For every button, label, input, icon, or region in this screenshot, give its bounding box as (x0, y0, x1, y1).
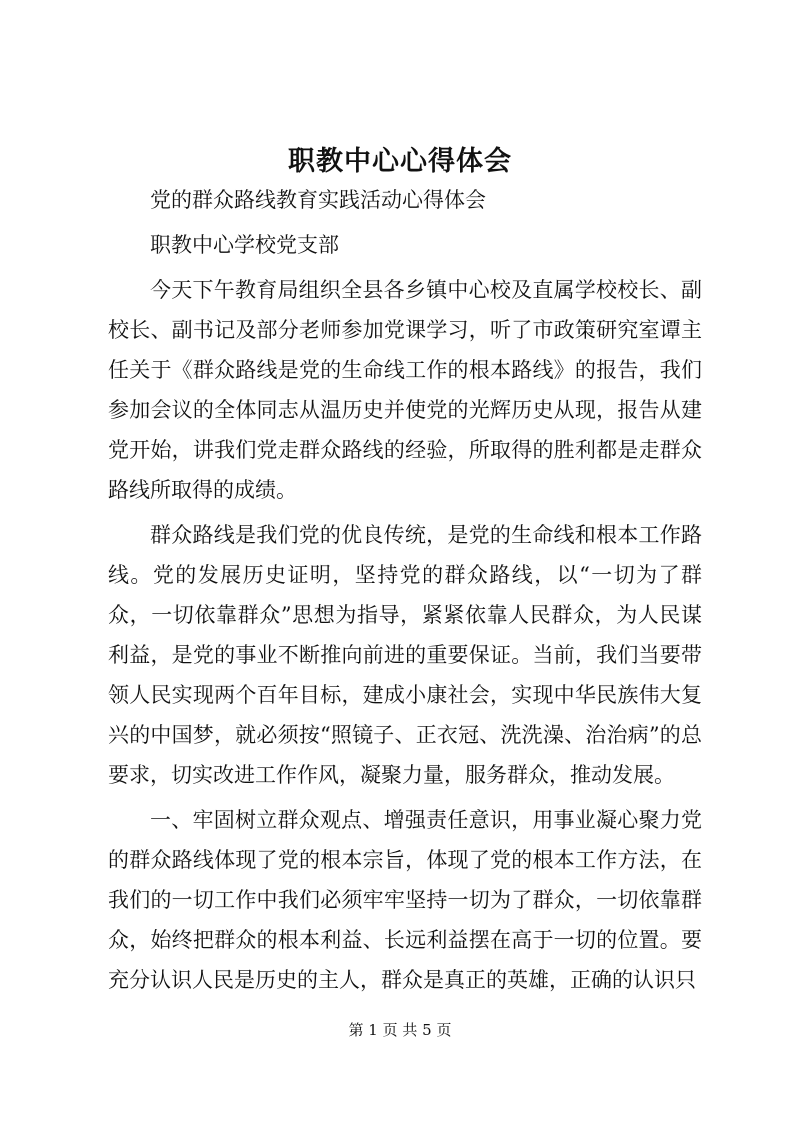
paragraph: 一、牢固树立群众观点、增强责任意识，用事业凝心聚力党的群众路线体现了党的根本宗旨，体现了党的根本工作方法，在我们的一切工作中我们必须牢牢坚持一切为了群众，一切依靠群众，始终把群众的根本利益、长远利益摆在高于一切的位置。要充分认识人民是历史的主人，群众是真正的英雄，正确的认识只 (108, 808, 702, 992)
document-body (108, 180, 702, 1005)
paragraph: 今天下午教育局组织全县各乡镇中心校及直属学校校长、副校长、副书记及部分老师参加党课学习，听了市政策研究室谭主任关于《群众路线是党的生命线工作的根本路线》的报告，我们参加会议的全体同志从温历史并使党的光辉历史从现，报告从建党开始，讲我们党走群众路线的经验，所取得的胜利都是走群众路线所取得的成绩。 (108, 278, 702, 502)
document-title: 职教中心心得体会 (288, 146, 512, 177)
subtitle-line: 党的群众路线教育实践活动心得体会 (150, 188, 486, 212)
page-footer: 第 1 页 共 5 页 (348, 1021, 452, 1039)
author-line: 职教中心学校党支部 (150, 233, 339, 257)
paragraph: 群众路线是我们党的优良传统，是党的生命线和根本工作路线。党的发展历史证明，坚持党的群众路线，以“一切为了群众，一切依靠群众”思想为指导，紧紧依靠人民群众，为人民谋利益，是党的事业不断推向前进的重要保证。当前，我们当要带领人民实现两个百年目标，建成小康社会，实现中华民族伟大复兴的中国梦，就必须按“照镜子、正衣冠、洗洗澡、治治病”的总要求，切实改进工作作风，凝聚力量，服务群众，推动发展。 (108, 523, 702, 787)
